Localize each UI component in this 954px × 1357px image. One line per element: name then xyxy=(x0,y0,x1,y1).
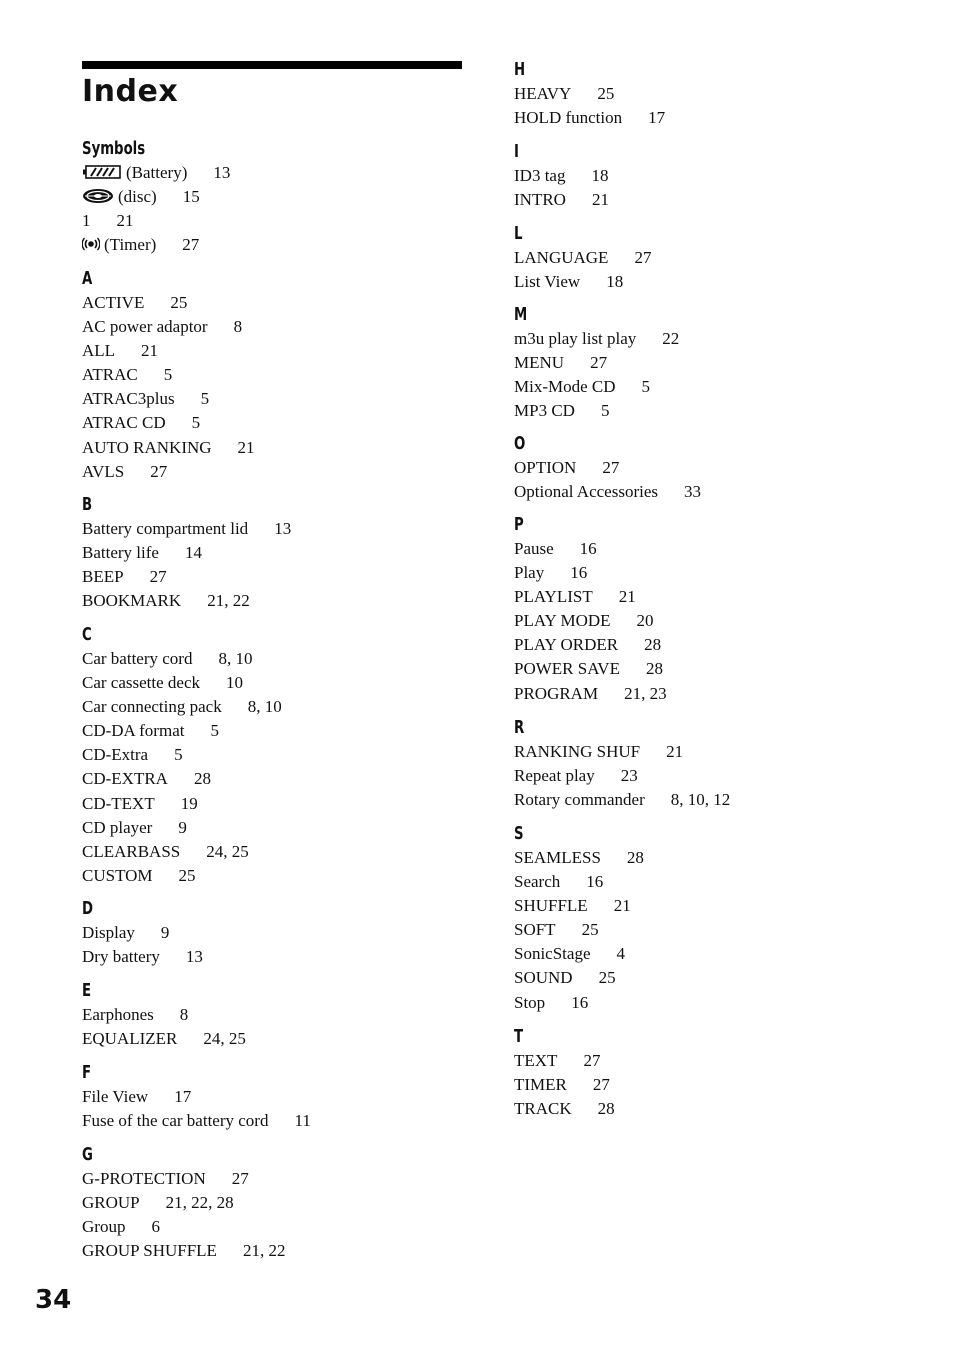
index-page-ref: 5 xyxy=(191,413,201,433)
index-entry xyxy=(82,1239,462,1263)
index-term: CD-TEXT xyxy=(82,793,155,813)
index-term: MENU xyxy=(514,353,565,373)
index-term: Repeat play xyxy=(514,766,595,786)
index-term: RANKING SHUF xyxy=(514,742,641,761)
index-entry xyxy=(82,840,462,864)
index-term: Car connecting pack xyxy=(82,697,222,717)
index-term: m3u play list play xyxy=(514,329,637,348)
index-section-symbols xyxy=(82,139,462,257)
index-term: GROUP SHUFFLE xyxy=(82,1241,217,1261)
index-term: AUTO RANKING xyxy=(82,437,212,457)
section-heading: B xyxy=(82,494,93,515)
index-page-ref: 27 xyxy=(590,353,608,373)
index-entry xyxy=(514,788,894,812)
index-entry xyxy=(514,966,894,990)
index-entry xyxy=(514,764,894,788)
index-page-ref: 6 xyxy=(151,1217,160,1237)
index-entry xyxy=(514,351,894,375)
index-section-s xyxy=(514,824,894,1015)
index-page-ref: 28 xyxy=(626,848,644,867)
index-term: Mix-Mode CD xyxy=(514,377,616,397)
index-term: TIMER xyxy=(514,1075,567,1095)
index-term: BEEP xyxy=(82,567,124,587)
index-entry xyxy=(82,387,462,411)
index-entry xyxy=(514,270,894,294)
index-entry xyxy=(82,1167,462,1191)
index-entry xyxy=(514,164,894,188)
index-page-ref: 10 xyxy=(226,673,243,693)
index-page-ref: 27 xyxy=(231,1169,249,1188)
index-entry xyxy=(82,291,462,315)
index-page-ref: 25 xyxy=(598,968,616,988)
index-entry xyxy=(514,870,894,894)
index-entry xyxy=(82,1109,462,1133)
index-entry xyxy=(82,436,462,460)
index-entry xyxy=(82,792,462,816)
page-number: 34 xyxy=(35,1285,72,1315)
index-entry xyxy=(82,460,462,484)
index-term: POWER SAVE xyxy=(514,659,620,679)
index-term: Play xyxy=(514,563,545,583)
index-term: SOUND xyxy=(514,968,573,988)
index-term: PLAYLIST xyxy=(514,587,593,607)
index-entry xyxy=(514,106,894,130)
section-heading: L xyxy=(514,223,523,244)
index-term: Dry battery xyxy=(82,947,160,967)
section-heading: G xyxy=(82,1144,93,1165)
index-entry xyxy=(514,740,894,764)
section-heading: S xyxy=(514,823,524,844)
index-section-o xyxy=(514,434,894,504)
index-entry xyxy=(514,1073,894,1097)
index-page-ref: 28 xyxy=(645,659,663,679)
index-term: BOOKMARK xyxy=(82,591,182,611)
index-entry xyxy=(82,1085,462,1109)
index-entry xyxy=(82,921,462,945)
section-heading: P xyxy=(514,514,524,535)
index-entry xyxy=(82,541,462,565)
index-page-ref: 22 xyxy=(662,329,680,348)
index-page-ref: 27 xyxy=(149,567,167,587)
index-entry xyxy=(514,1049,894,1073)
index-term: HEAVY xyxy=(514,84,572,103)
index-page-ref: 11 xyxy=(294,1111,311,1131)
index-entry xyxy=(82,816,462,840)
index-page-ref: 18 xyxy=(591,166,609,185)
index-page-ref: 13 xyxy=(185,947,203,967)
index-entry xyxy=(82,209,462,233)
index-term: PLAY ORDER xyxy=(514,635,619,655)
index-entry xyxy=(82,517,462,541)
index-entry xyxy=(514,1097,894,1121)
index-entry xyxy=(82,565,462,589)
index-page-ref: 27 xyxy=(583,1051,601,1070)
battery-icon xyxy=(82,163,122,187)
index-entry xyxy=(82,233,462,257)
index-page-ref: 16 xyxy=(570,563,588,583)
index-page-ref: 28 xyxy=(644,635,662,655)
index-page-ref: 16 xyxy=(571,992,589,1012)
section-heading: T xyxy=(514,1026,524,1047)
index-entry xyxy=(514,682,894,706)
section-heading: R xyxy=(514,717,525,738)
index-term: Battery life xyxy=(82,543,159,563)
index-term: AVLS xyxy=(82,461,125,481)
index-entry xyxy=(514,657,894,681)
index-section-f xyxy=(82,1063,462,1133)
index-term: ATRAC CD xyxy=(82,413,166,433)
index-entry xyxy=(514,918,894,942)
index-page-ref: 27 xyxy=(150,461,168,481)
index-page-ref: 25 xyxy=(581,920,599,940)
index-term: SHUFFLE xyxy=(514,896,588,916)
index-page-ref: 27 xyxy=(602,458,620,477)
index-page-ref: 5 xyxy=(600,401,610,421)
section-heading: H xyxy=(514,59,526,80)
index-entry xyxy=(514,188,894,212)
index-term: Car battery cord xyxy=(82,649,193,668)
section-heading: C xyxy=(82,624,92,645)
section-heading: M xyxy=(514,304,528,325)
index-term: CD-Extra xyxy=(82,745,149,765)
index-term: Display xyxy=(82,923,135,942)
index-term: File View xyxy=(82,1087,149,1106)
index-term: Battery compartment lid xyxy=(82,519,249,538)
index-entry xyxy=(82,647,462,671)
index-section-r xyxy=(514,718,894,812)
index-entry xyxy=(514,561,894,585)
index-term: MP3 CD xyxy=(514,401,575,421)
index-page-ref: 17 xyxy=(174,1087,192,1106)
index-page-ref: 21, 22, 28 xyxy=(165,1193,234,1213)
index-page-ref: 25 xyxy=(597,84,615,103)
index-entry xyxy=(82,161,462,185)
index-page-ref: 33 xyxy=(684,482,701,502)
index-term: GROUP xyxy=(82,1193,140,1213)
index-term: ID3 tag xyxy=(514,166,566,185)
disc-icon xyxy=(82,187,114,211)
index-entry xyxy=(82,1215,462,1239)
index-page-ref: 13 xyxy=(274,519,292,538)
index-section-m xyxy=(514,305,894,423)
index-term: PLAY MODE xyxy=(514,611,611,631)
index-entry xyxy=(82,743,462,767)
index-page-ref: 28 xyxy=(597,1099,615,1119)
index-term: ALL xyxy=(82,341,116,361)
index-entry xyxy=(514,375,894,399)
index-term: List View xyxy=(514,272,581,292)
index-term: (Timer) xyxy=(104,235,157,255)
index-entry xyxy=(82,339,462,363)
index-page-ref: 18 xyxy=(606,272,624,292)
index-entry xyxy=(82,671,462,695)
index-entry xyxy=(82,1191,462,1215)
index-page-ref: 8 xyxy=(233,317,243,337)
index-page-ref: 25 xyxy=(170,293,188,312)
index-page-ref: 28 xyxy=(193,769,211,789)
index-entry xyxy=(82,1027,462,1051)
index-entry xyxy=(514,846,894,870)
index-section-p xyxy=(514,515,894,706)
index-section-c xyxy=(82,625,462,888)
section-heading: A xyxy=(82,268,93,289)
index-entry xyxy=(82,945,462,969)
index-page-ref: 8 xyxy=(179,1005,189,1024)
index-term: G-PROTECTION xyxy=(82,1169,206,1188)
index-page-ref: 23 xyxy=(620,766,638,786)
index-entry xyxy=(514,456,894,480)
index-term: ATRAC3plus xyxy=(82,389,175,409)
index-term: CD player xyxy=(82,817,153,837)
index-term: Rotary commander xyxy=(514,790,645,810)
timer-icon xyxy=(82,235,100,259)
title-rule xyxy=(82,61,462,69)
index-page-ref: 21 xyxy=(237,437,255,457)
index-page-ref: 24, 25 xyxy=(203,1029,246,1049)
section-heading: I xyxy=(514,141,519,162)
section-heading: E xyxy=(82,980,92,1001)
index-term: CD-DA format xyxy=(82,721,185,741)
index-term: AC power adaptor xyxy=(82,317,208,337)
index-term: CLEARBASS xyxy=(82,841,181,861)
index-term: HOLD function xyxy=(514,108,623,128)
index-section-h xyxy=(514,60,894,130)
index-section-a xyxy=(82,269,462,484)
section-heading: D xyxy=(82,898,94,919)
index-term: ACTIVE xyxy=(82,293,145,312)
index-page-ref: 24, 25 xyxy=(206,841,249,861)
index-page-ref: 5 xyxy=(200,389,210,409)
section-heading: Symbols xyxy=(82,138,146,159)
index-page-ref: 21, 22 xyxy=(242,1241,286,1261)
index-section-d xyxy=(82,899,462,969)
index-term: TRACK xyxy=(514,1099,572,1119)
index-page-ref: 21, 22 xyxy=(207,591,250,611)
index-entry xyxy=(82,767,462,791)
index-entry xyxy=(514,991,894,1015)
index-section-e xyxy=(82,981,462,1051)
index-page-ref: 19 xyxy=(180,793,198,813)
index-term: Earphones xyxy=(82,1005,154,1024)
index-entry xyxy=(514,327,894,351)
index-section-i xyxy=(514,142,894,212)
index-term: SOFT xyxy=(514,920,556,940)
index-page-ref: 21 xyxy=(591,190,609,210)
index-page-ref: 21 xyxy=(141,341,159,361)
index-section-g xyxy=(82,1145,462,1263)
index-page-ref: 20 xyxy=(636,611,654,631)
index-page-ref: 21, 23 xyxy=(624,683,667,703)
index-term: ATRAC xyxy=(82,365,138,385)
index-term: Optional Accessories xyxy=(514,482,658,502)
index-term: CUSTOM xyxy=(82,865,153,885)
index-entry xyxy=(82,719,462,743)
index-page-ref: 13 xyxy=(213,163,231,182)
index-page-ref: 21 xyxy=(618,587,636,607)
section-heading: F xyxy=(82,1062,92,1083)
index-page-ref: 8, 10, 12 xyxy=(670,790,731,810)
index-entry xyxy=(82,411,462,435)
index-entry xyxy=(514,480,894,504)
index-page-ref: 16 xyxy=(586,872,604,892)
index-page-ref: 27 xyxy=(634,248,652,267)
index-entry xyxy=(514,942,894,966)
index-entry xyxy=(514,537,894,561)
index-entry xyxy=(82,363,462,387)
index-term: EQUALIZER xyxy=(82,1029,178,1049)
index-page-ref: 27 xyxy=(592,1075,610,1095)
index-term: Search xyxy=(514,872,561,892)
index-term: PROGRAM xyxy=(514,683,599,703)
index-term: SEAMLESS xyxy=(514,848,601,867)
index-page-ref: 21 xyxy=(666,742,684,761)
index-page-ref: 8, 10 xyxy=(247,697,282,717)
index-entry xyxy=(82,695,462,719)
index-page-ref: 5 xyxy=(174,745,183,765)
index-page-ref: 17 xyxy=(648,108,666,128)
index-entry xyxy=(514,585,894,609)
index-term: SonicStage xyxy=(514,944,591,964)
index-entry xyxy=(514,633,894,657)
page-title: Index xyxy=(82,74,179,109)
index-page-ref: 4 xyxy=(616,944,625,964)
index-term: Pause xyxy=(514,539,554,558)
index-entry xyxy=(514,894,894,918)
index-term: Car cassette deck xyxy=(82,673,200,693)
index-section-l xyxy=(514,224,894,294)
index-entry xyxy=(514,399,894,423)
index-term: CD-EXTRA xyxy=(82,769,168,789)
index-page-ref: 15 xyxy=(182,187,200,207)
index-page-ref: 25 xyxy=(178,865,196,885)
index-page-ref: 16 xyxy=(579,539,597,558)
index-page-ref: 8, 10 xyxy=(218,649,253,668)
index-entry xyxy=(82,864,462,888)
index-entry xyxy=(514,82,894,106)
index-term: INTRO xyxy=(514,190,566,210)
index-entry xyxy=(514,609,894,633)
index-entry xyxy=(82,1003,462,1027)
index-term: TEXT xyxy=(514,1051,558,1070)
index-entry xyxy=(82,185,462,209)
index-page-ref: 5 xyxy=(163,365,173,385)
index-page-ref: 9 xyxy=(178,817,187,837)
index-term: OPTION xyxy=(514,458,577,477)
index-term: Fuse of the car battery cord xyxy=(82,1111,269,1131)
index-page-ref: 5 xyxy=(210,721,219,741)
index-entry xyxy=(514,246,894,270)
index-term: Group xyxy=(82,1217,126,1237)
index-section-t xyxy=(514,1027,894,1121)
index-page-ref: 21 xyxy=(116,211,134,231)
index-term: LANGUAGE xyxy=(514,248,609,267)
index-entry xyxy=(82,589,462,613)
index-page-ref: 21 xyxy=(613,896,631,916)
index-entry xyxy=(82,315,462,339)
index-term: Stop xyxy=(514,992,546,1012)
index-page-ref: 27 xyxy=(182,235,200,255)
index-term: (Battery) xyxy=(126,163,188,182)
index-term: 1 xyxy=(82,211,91,231)
index-section-b xyxy=(82,495,462,613)
index-page-ref: 9 xyxy=(160,923,170,942)
index-page-ref: 14 xyxy=(184,543,202,563)
index-term: (disc) xyxy=(118,187,157,207)
index-page-ref: 5 xyxy=(641,377,651,397)
section-heading: O xyxy=(514,433,526,454)
